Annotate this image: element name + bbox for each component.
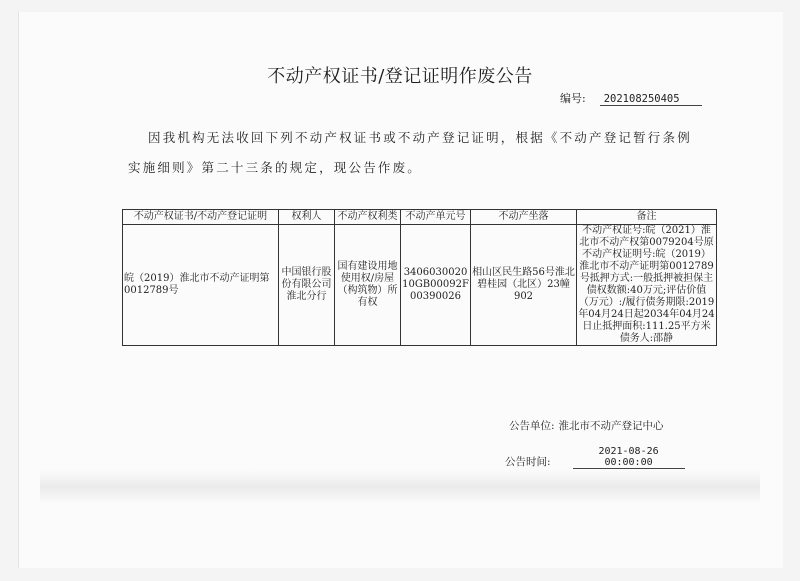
issuer-value: 淮北市不动产登记中心 [558, 420, 664, 432]
cell-remarks: 不动产权证号:皖（2021）淮北市不动产权第0079204号原不动产权证明号:皖（2019）淮北市不动产证明第0012789号抵押方式:一般抵押被担保主债权数额:40万元;评估价值（万元）:/履行债务期限:2019年04月24日起2034年04月24日止抵押面积:111.25平方米债务人:邵静 [578, 225, 715, 344]
document-title: 不动产权证书/登记证明作废公告 [267, 66, 533, 87]
time-label: 公告时间: [505, 456, 551, 468]
cell-holder: 中国银行股份有限公司淮北分行 [279, 225, 335, 346]
issuer-line [505, 418, 664, 433]
issuer-label: 公告单位: [509, 420, 555, 432]
header-right-type: 不动产权利类 [335, 210, 401, 225]
serial-label: 编号: [560, 92, 586, 105]
certificate-table [122, 209, 717, 346]
table-header-row [123, 210, 717, 225]
serial-value: 202108250405 [600, 93, 702, 106]
header-holder: 权利人 [279, 210, 335, 225]
header-remarks: 备注 [577, 210, 717, 225]
header-unit-no: 不动产单元号 [401, 210, 471, 225]
cell-right-type: 国有建设用地使用权/房屋（构筑物）所有权 [335, 225, 401, 346]
serial-number [560, 90, 702, 106]
header-location: 不动产坐落 [471, 210, 577, 225]
cell-location: 相山区民生路56号淮北碧桂园（北区）23幢902 [471, 225, 577, 346]
table-row [123, 225, 717, 346]
cell-certificate: 皖（2019）淮北市不动产证明第0012789号 [123, 225, 279, 346]
cell-unit-no: 340603002010GB00092F00390026 [401, 225, 471, 346]
announcement-paragraph-line1: 因我机构无法收回下列不动产权证书或不动产登记证明，根据《不动产登记暂行条例 [148, 130, 692, 145]
time-line [505, 446, 685, 469]
scan-smudge [40, 470, 760, 504]
announcement-paragraph-line2: 实施细则》第二十三条的规定，现公告作废。 [128, 160, 423, 175]
time-value: 2021-08-26 00:00:00 [573, 446, 685, 469]
header-certificate: 不动产权证书/不动产登记证明 [123, 210, 279, 225]
